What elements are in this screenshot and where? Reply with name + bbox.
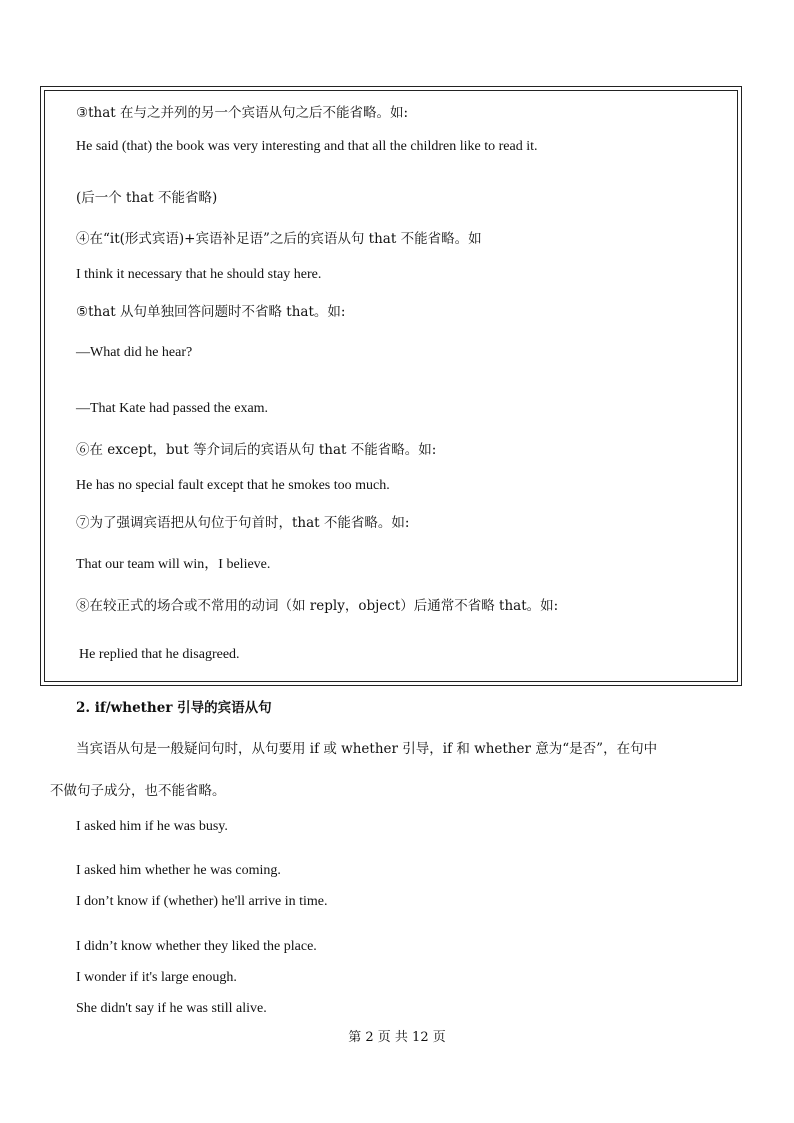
box-line-8: —That Kate had passed the exam. — [76, 401, 269, 416]
box-line-11: ⑦为了强调宾语把从句位于句首时，that 不能省略。如: — [76, 515, 410, 531]
example-sentence-4: I didn’t know whether they liked the place. — [76, 939, 317, 954]
box-line-2: He said (that) the book was very interesting and that all the children like to read it. — [76, 139, 538, 154]
example-sentence-3: I don’t know if (whether) he'll arrive in time. — [76, 894, 328, 909]
example-sentence-2: I asked him whether he was coming. — [76, 863, 281, 878]
box-line-10: He has no special fault except that he smokes too much. — [76, 478, 390, 493]
box-line-13: ⑧在较正式的场合或不常用的动词（如 reply，object）后通常不省略 that。如: — [76, 598, 559, 614]
note-box — [40, 86, 742, 686]
example-sentence-6: She didn't say if he was still alive. — [76, 1001, 267, 1016]
page-footer: 第 2 页 共 12 页 — [348, 1030, 446, 1045]
box-line-1: ③that 在与之并列的另一个宾语从句之后不能省略。如: — [76, 105, 409, 121]
box-line-6: ⑤that 从句单独回答问题时不省略 that。如: — [76, 304, 346, 320]
example-sentence-1: I asked him if he was busy. — [76, 819, 228, 834]
section-heading: 2. if/whether 引导的宾语从句 — [76, 700, 272, 716]
example-sentence-5: I wonder if it's large enough. — [76, 970, 237, 985]
box-line-5: I think it necessary that he should stay here. — [76, 267, 322, 282]
box-line-14: He replied that he disagreed. — [79, 647, 240, 662]
box-line-9: ⑥在 except，but 等介词后的宾语从句 that 不能省略。如: — [76, 442, 437, 458]
box-line-12: That our team will win，I believe. — [76, 557, 271, 572]
section-paragraph-line-1: 当宾语从句是一般疑问句时，从句要用 if 或 whether 引导，if 和 whether 意为“是否”，在句中 — [76, 741, 658, 757]
box-line-4: ④在“it(形式宾语)+宾语补足语”之后的宾语从句 that 不能省略。如 — [76, 231, 482, 247]
box-line-3: (后一个 that 不能省略) — [76, 190, 218, 206]
section-paragraph-line-2: 不做句子成分，也不能省略。 — [50, 783, 226, 799]
note-box-inner-border — [44, 90, 738, 682]
box-line-7: —What did he hear? — [76, 345, 193, 360]
